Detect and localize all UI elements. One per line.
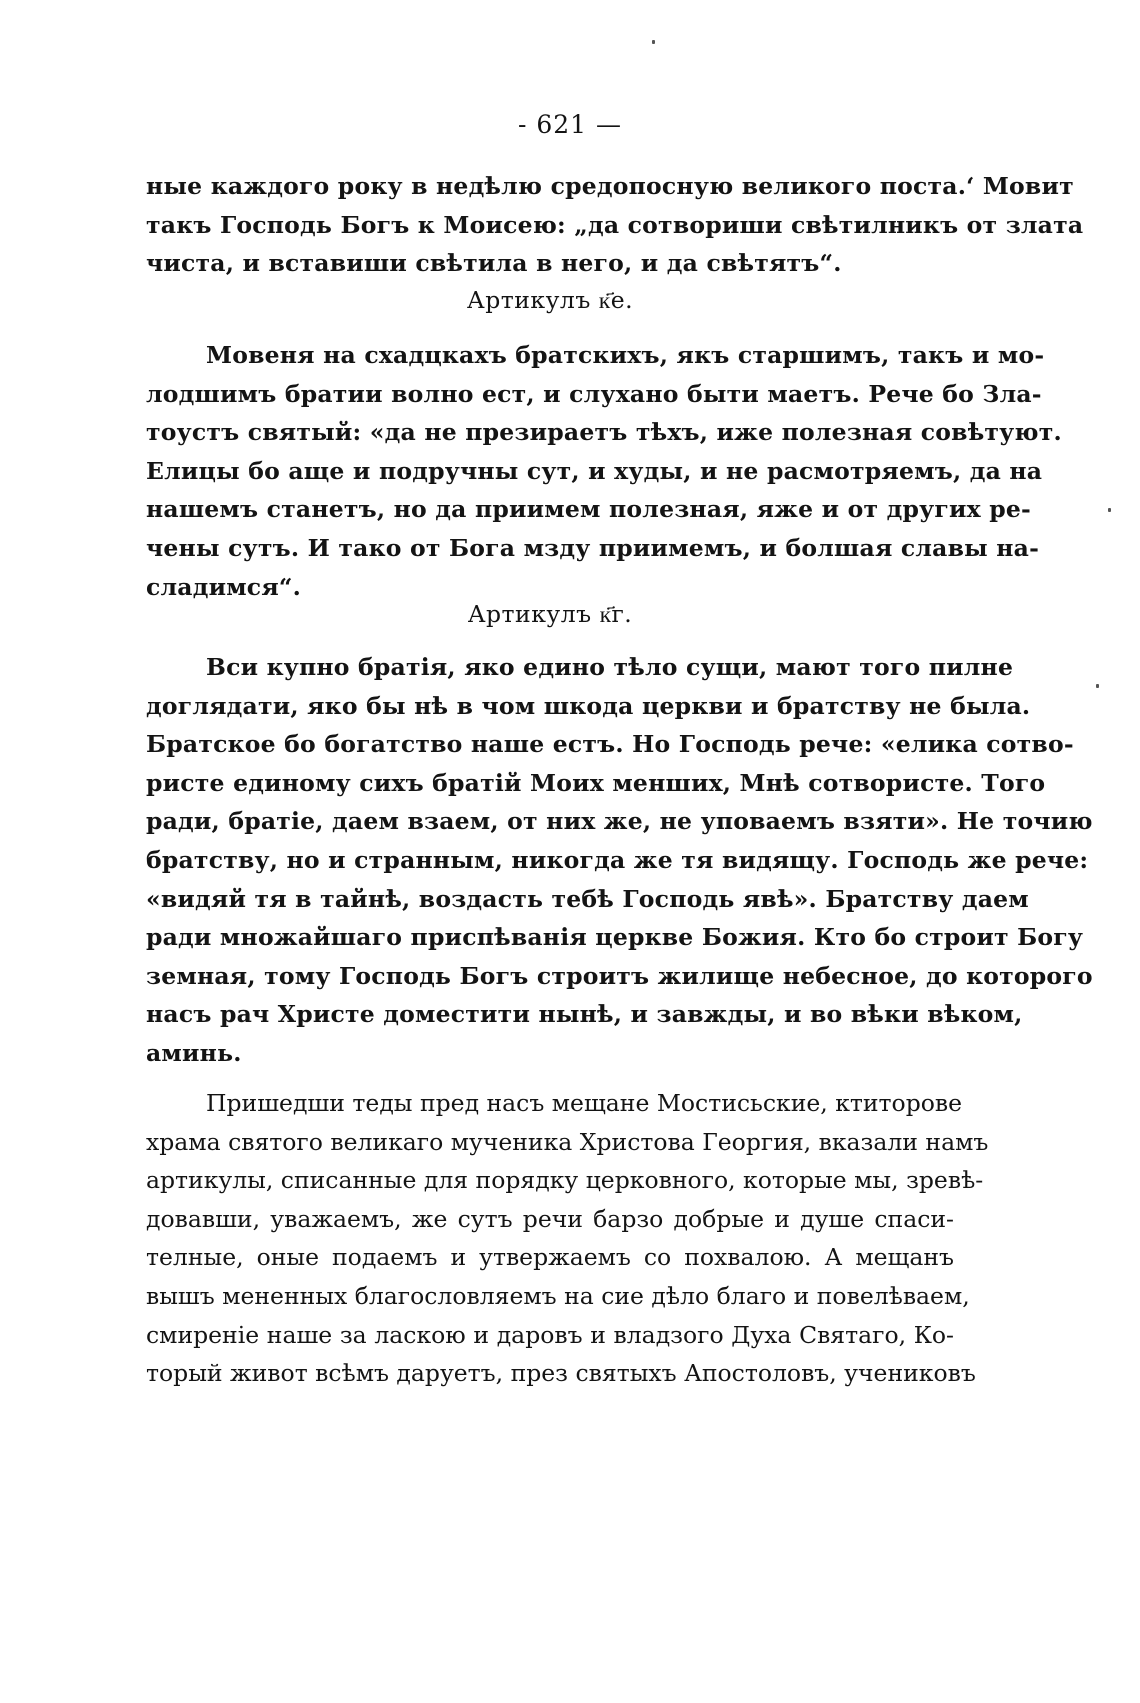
article-25-paragraph (146, 336, 1062, 606)
text-line: смиреніе наше за ласкою и даровъ и владзого Духа Святаго, Ко- (146, 1320, 954, 1349)
text-line: такъ Господь Богъ к Моисею: „да сотвориши свѣтилникъ от злата (146, 210, 1084, 239)
article-26-paragraph (146, 648, 1093, 1073)
text-line: чиста, и вставиши свѣтила в него, и да свѣтятъ“. (146, 249, 842, 278)
text-line: насъ рач Христе доместити нынѣ, и завжды, и во вѣки вѣком, (146, 1000, 1023, 1029)
scan-speck (1108, 508, 1111, 512)
intro-paragraph (146, 167, 1084, 283)
text-line: аминь. (146, 1038, 242, 1067)
article-heading-25: Артикулъ к҃е. (466, 286, 634, 314)
text-line: ные каждого року в недѣлю средопосную великого поста.ʻ Мовит (146, 172, 1074, 200)
text-line: торый живот всѣмъ даруетъ, през святыхъ Апостоловъ, учениковъ (146, 1359, 976, 1388)
text-line: Вси купно братія, яко едино тѣло сущи, мают того пилне (206, 653, 1014, 681)
scan-speck (1096, 684, 1099, 688)
text-line: Пришедши теды пред насъ мещане Мостисьские, ктиторове (206, 1089, 963, 1117)
text-line: Елицы бо аще и подручны сут, и худы, и не расмотряемъ, да на (146, 456, 1043, 485)
text-line: храма святого великаго мученика Христова Георгия, вказали намъ (146, 1127, 989, 1156)
page-number: - 621 — (517, 110, 623, 139)
text-line: тоустъ святый: «да не презираетъ тѣхъ, иже полезная совѣтуют. (146, 418, 1062, 447)
closing-paragraph (146, 1084, 989, 1393)
text-line: «видяй тя в тайнѣ, воздасть тебѣ Господь явѣ». Братству даем (146, 884, 1029, 913)
text-line: Мовеня на схадцкахъ братскихъ, якъ старшимъ, такъ и мо- (206, 341, 1045, 369)
text-line: вышъ мененных благословляемъ на сие дѣло благо и повелѣваем, (146, 1281, 970, 1310)
text-line: лодшимъ братии волно ест, и слухано быти маетъ. Рече бо Зла- (146, 379, 1042, 408)
text-line: артикулы, списанные для порядку церковного, которые мы, зревѣ- (146, 1166, 984, 1195)
text-line: чены сутъ. И тако от Бога мзду приимемъ, и болшая славы на- (146, 533, 1040, 562)
text-line: братству, но и странным, никогда же тя видящу. Господь же рече: (146, 845, 1089, 874)
text-line: доглядати, яко бы нѣ в чом шкода церкви и братству не была. (146, 691, 1031, 720)
article-heading-26: Артикулъ к҃г. (467, 600, 633, 628)
text-line: ради множайшаго приспѣванія церкве Божия. Кто бо строит Богу (146, 923, 1084, 952)
text-line: довавши, уважаемъ, же сутъ речи барзо добрые и душе спаси- (146, 1204, 954, 1233)
text-line: Братское бо богатство наше естъ. Но Господь рече: «елика сотво- (146, 730, 1074, 759)
text-line: нашемъ станетъ, но да приимем полезная, яже и от других ре- (146, 495, 1031, 524)
text-line: телные, оные подаемъ и утвержаемъ со похвалою. А мещанъ (146, 1243, 954, 1272)
text-line: земная, тому Господь Богъ строитъ жилище небесное, до которого (146, 961, 1093, 990)
scan-speck (652, 40, 655, 44)
text-line: ради, братіе, даем взаем, от них же, не уповаемъ взяти». Не точию (146, 807, 1093, 836)
text-line: сладимся“. (146, 572, 301, 601)
text-line: ристе единому сихъ братій Моих менших, Мнѣ сотвористе. Того (146, 768, 1046, 797)
